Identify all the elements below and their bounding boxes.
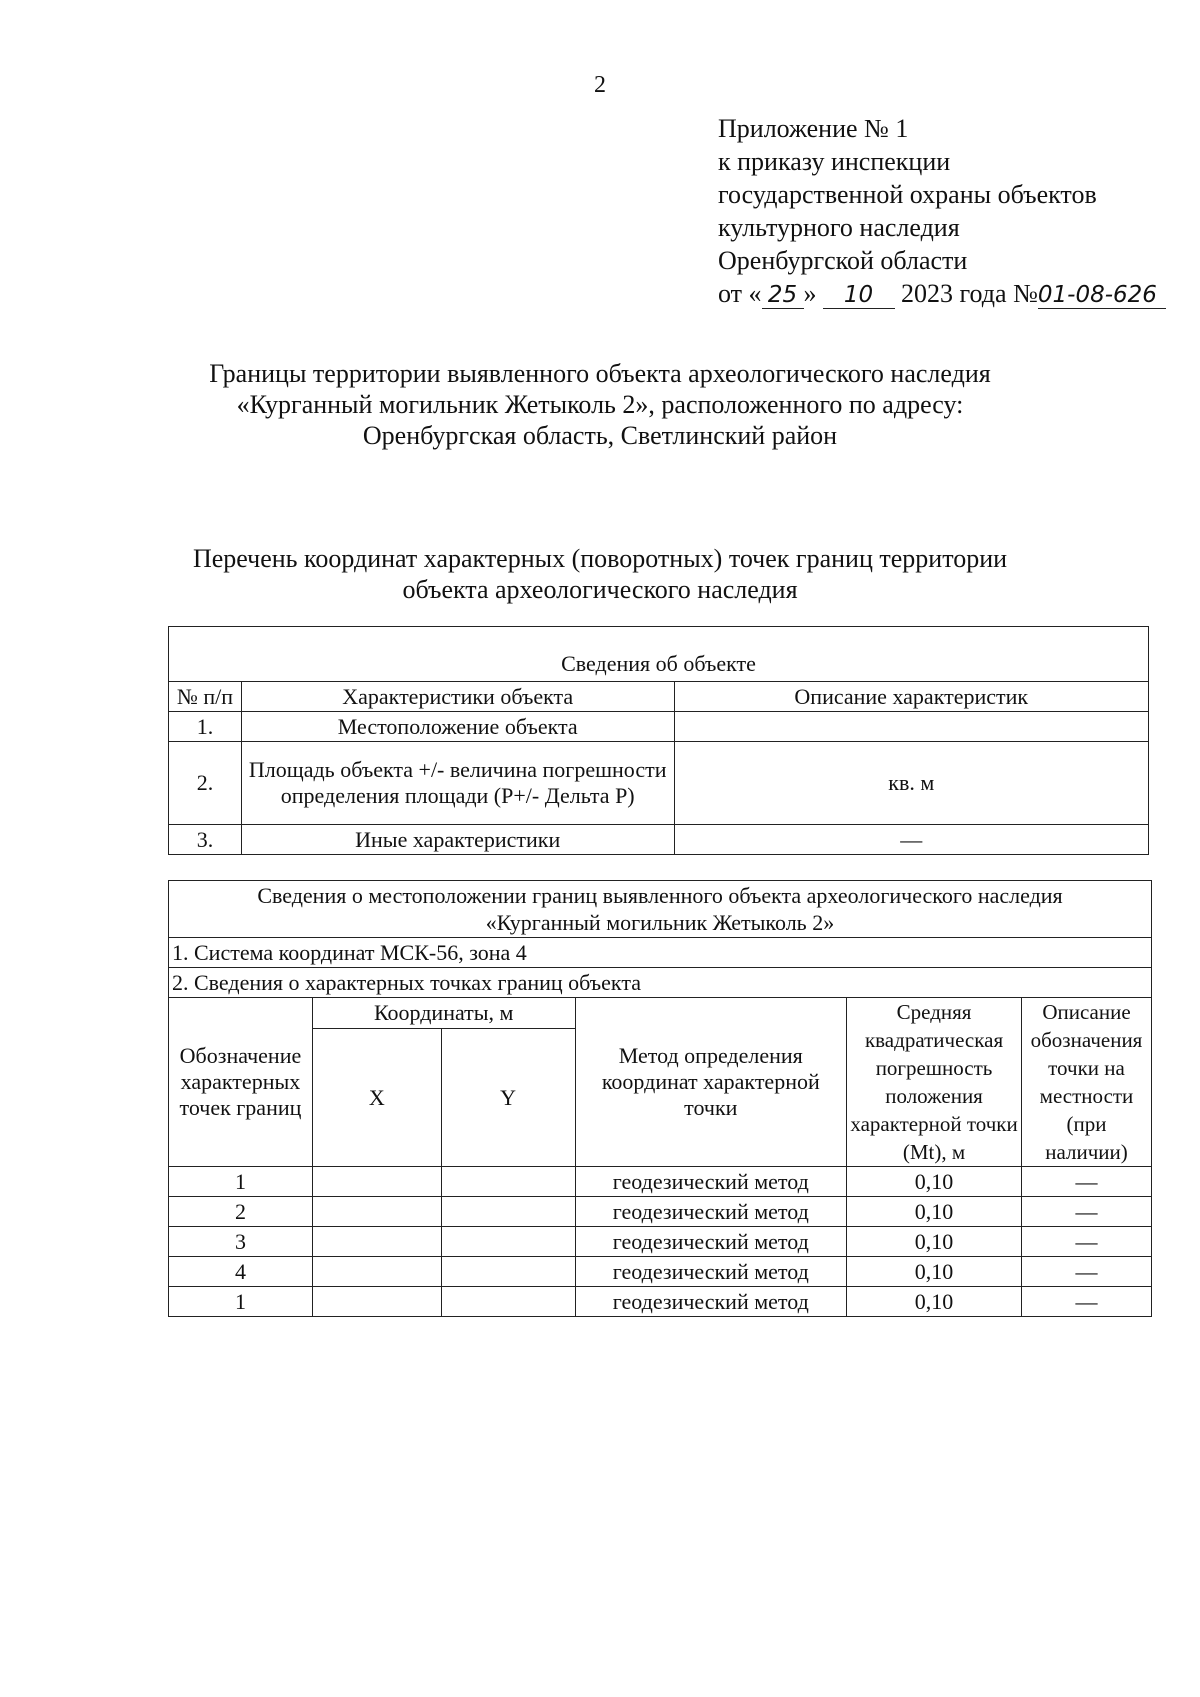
- coordinates-list-heading: [0, 543, 1200, 605]
- info-row-value: [674, 712, 1149, 742]
- appendix-block: [718, 112, 1188, 310]
- point-number: 1: [169, 1167, 313, 1197]
- date-year-text: 2023 года №: [901, 279, 1038, 308]
- info-header-description: Описание характеристик: [674, 682, 1149, 712]
- title-line-3: Оренбургская область, Светлинский район: [362, 421, 838, 450]
- page-number: 2: [594, 72, 606, 98]
- point-description: —: [1021, 1257, 1151, 1287]
- info-row-value: —: [674, 825, 1149, 855]
- subtitle-line-1: Перечень координат характерных (поворотных) точек границ территории: [192, 544, 1008, 573]
- info-row-num: 1.: [169, 712, 242, 742]
- header-method: Метод определения координат характерной точки: [575, 998, 847, 1167]
- info-row-value: кв. м: [674, 742, 1149, 825]
- document-title: [0, 358, 1200, 451]
- point-y: [441, 1197, 575, 1227]
- point-description: —: [1021, 1197, 1151, 1227]
- table-row: [169, 1197, 1152, 1227]
- info-header-characteristics: Характеристики объекта: [241, 682, 674, 712]
- point-y: [441, 1257, 575, 1287]
- header-description: Описание обозначения точки на местности (при наличии): [1021, 998, 1151, 1167]
- info-row-name: Местоположение объекта: [241, 712, 674, 742]
- point-error: 0,10: [847, 1227, 1022, 1257]
- points-info-row: 2. Сведения о характерных точках границ объекта: [169, 968, 1152, 998]
- header-coordinates: Координаты, м: [312, 998, 575, 1029]
- info-header-num: № п/п: [169, 682, 242, 712]
- date-month-handwritten: 10: [823, 282, 895, 309]
- order-number-handwritten: 01-08-626: [1038, 282, 1166, 309]
- appendix-line-1: Приложение № 1: [718, 114, 909, 143]
- point-error: 0,10: [847, 1287, 1022, 1317]
- subtitle-line-2: объекта археологического наследия: [402, 575, 798, 604]
- point-description: —: [1021, 1167, 1151, 1197]
- point-x: [312, 1167, 441, 1197]
- point-error: 0,10: [847, 1257, 1022, 1287]
- geo-table-caption: [169, 881, 1152, 938]
- info-table-caption: Сведения об объекте: [169, 627, 1149, 682]
- object-info-table: [168, 626, 1149, 855]
- appendix-line-4: культурного наследия: [718, 213, 960, 242]
- info-row-num: 2.: [169, 742, 242, 825]
- header-x: X: [312, 1029, 441, 1167]
- table-row: [169, 1287, 1152, 1317]
- info-row-name: Площадь объекта +/- величина погрешности определения площади (Р+/- Дельта Р): [241, 742, 674, 825]
- point-number: 2: [169, 1197, 313, 1227]
- point-number: 3: [169, 1227, 313, 1257]
- date-day-handwritten: 25: [762, 282, 804, 309]
- info-row-num: 3.: [169, 825, 242, 855]
- point-method: геодезический метод: [575, 1287, 847, 1317]
- header-designation: Обозначение характерных точек границ: [169, 998, 313, 1167]
- point-number: 4: [169, 1257, 313, 1287]
- appendix-line-3: государственной охраны объектов: [718, 180, 1097, 209]
- boundary-points-table: [168, 880, 1152, 1317]
- coordinate-system-row: 1. Система координат МСК-56, зона 4: [169, 938, 1152, 968]
- geo-caption-line-2: «Курганный могильник Жетыколь 2»: [485, 910, 835, 935]
- point-y: [441, 1227, 575, 1257]
- point-description: —: [1021, 1287, 1151, 1317]
- point-method: геодезический метод: [575, 1197, 847, 1227]
- table-row: [169, 1257, 1152, 1287]
- appendix-line-5: Оренбургской области: [718, 246, 968, 275]
- title-line-2: «Курганный могильник Жетыколь 2», расположенного по адресу:: [236, 390, 964, 419]
- point-method: геодезический метод: [575, 1167, 847, 1197]
- point-method: геодезический метод: [575, 1257, 847, 1287]
- table-row: [169, 1167, 1152, 1197]
- title-line-1: Границы территории выявленного объекта археологического наследия: [209, 359, 991, 388]
- point-description: —: [1021, 1227, 1151, 1257]
- point-x: [312, 1257, 441, 1287]
- date-quote-close: »: [803, 279, 817, 308]
- point-y: [441, 1167, 575, 1197]
- point-x: [312, 1227, 441, 1257]
- appendix-line-2: к приказу инспекции: [718, 147, 951, 176]
- geo-caption-line-1: Сведения о местоположении границ выявленного объекта археологического наследия: [257, 883, 1063, 908]
- point-error: 0,10: [847, 1197, 1022, 1227]
- appendix-date-line: [718, 277, 1188, 310]
- point-error: 0,10: [847, 1167, 1022, 1197]
- date-prefix: от «: [718, 279, 762, 308]
- info-row-name: Иные характеристики: [241, 825, 674, 855]
- point-method: геодезический метод: [575, 1227, 847, 1257]
- point-x: [312, 1287, 441, 1317]
- point-x: [312, 1197, 441, 1227]
- table-row: [169, 1227, 1152, 1257]
- header-error: Средняя квадратическая погрешность положения характерной точки (Mt), м: [847, 998, 1022, 1167]
- point-y: [441, 1287, 575, 1317]
- point-number: 1: [169, 1287, 313, 1317]
- header-y: Y: [441, 1029, 575, 1167]
